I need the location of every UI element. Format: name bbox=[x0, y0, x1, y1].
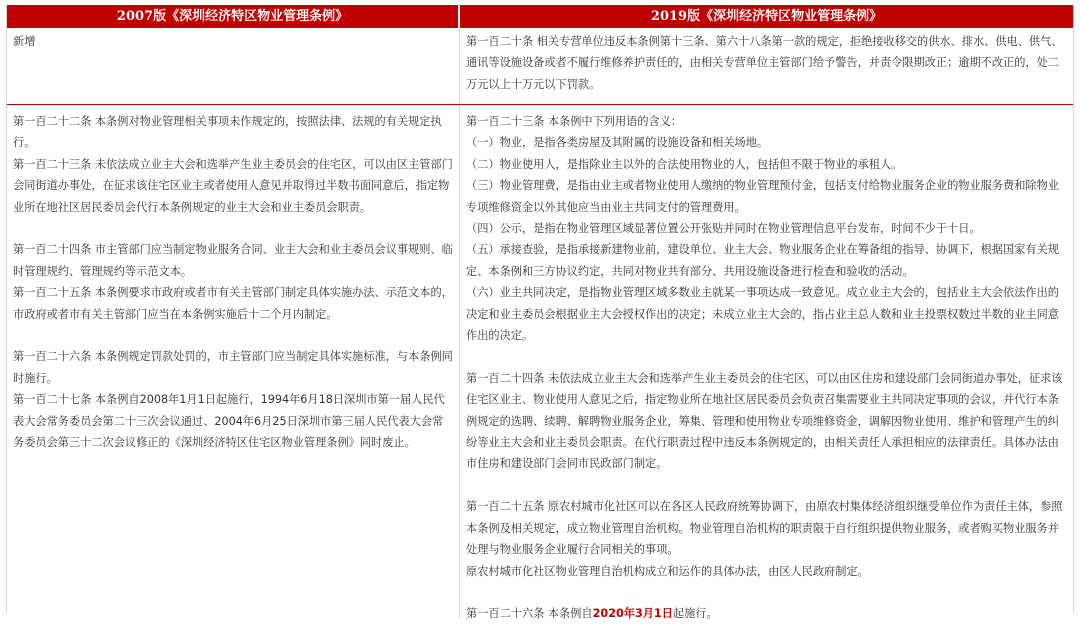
new-addition-label: 新增 bbox=[13, 35, 36, 48]
article-124-2007: 第一百二十四条 市主管部门应当制定物业服务合同、业主大会和业主委员会议事规则、临时管理规约、管理规约等示范文本。 bbox=[13, 243, 453, 278]
definition-6: （六）业主共同决定，是指物业管理区域多数业主就某一事项达成一致意见。成立业主大会的，包括业主大会依法作出的决定和业主委员会根据业主大会授权作出的决定；未成立业主大会的，指占业主总人数和业主投票权数过半数的业主同意作出的决定。 bbox=[466, 286, 1059, 343]
definition-5: （五）承接查验，是指承接新建物业前，建设单位、业主大会、物业服务企业在筹备组的指导、协调下，根据国家有关规定、本条例和三方协议约定，共同对物业共有部分、共用设施设备进行检查和验收的活动。 bbox=[466, 243, 1059, 278]
article-125-2007: 第一百二十五条 本条例要求市政府或者市有关主管部门制定具体实施办法、示范文本的，市政府或者市有关主管部门应当在本条例实施后十二个月内制定。 bbox=[13, 286, 453, 321]
article-124-2019: 第一百二十四条 未依法成立业主大会和选举产生业主委员会的住宅区，可以由区住房和建设部门会同街道办事处，征求该住宅区业主、物业使用人意见之后，指定物业所在地社区居民委员会负责召集需要业主共同决定事项的会议，并代行本条例规定的选聘、续聘、解聘物业服务企业，筹集、管理和使用物业专项维修资金，调解因物业使用、维护和管理产生的纠纷等业主大会和业主委员会职责。在代行职责过程中违反本条例规定的，由相关责任人承担相应的法律责任。具体办法由市住房和建设部门会同市民政部门制定。 bbox=[466, 371, 1063, 471]
article-123-2007: 第一百二十三条 未依法成立业主大会和选举产生业主委员会的住宅区，可以由区主管部门会同街道办事处，在征求该住宅区业主或者使用人意见并取得过半数书面同意后，指定物业所在地社区居民委员会代行本条例规定的业主大会和业主委员会职责。 bbox=[13, 157, 453, 214]
row-separator bbox=[7, 104, 1073, 105]
row2-right-cell bbox=[466, 111, 1066, 625]
article-126-prefix: 第一百二十六条 本条例自 bbox=[466, 607, 593, 621]
article-126-suffix: 起施行。 bbox=[672, 607, 718, 621]
article-126-2007: 第一百二十六条 本条例规定罚款处罚的，市主管部门应当制定具体实施标准，与本条例同时施行。 bbox=[13, 350, 453, 385]
article-125-2019: 第一百二十五条 原农村城市化社区可以在各区人民政府统筹协调下，由原农村集体经济组织继受单位作为责任主体，参照本条例及相关规定，成立物业管理自治机构。物业管理自治机构的职责限于自行组织提供物业服务，或者购买物业服务并处理与物业服务企业履行合同相关的事项。 bbox=[466, 500, 1063, 557]
header-2019-version: 2019版《深圳经济特区物业管理条例》 bbox=[460, 5, 1073, 28]
article-125-2019-paragraph-2: 原农村城市化社区物业管理自治机构成立和运作的具体办法，由区人民政府制定。 bbox=[466, 564, 869, 578]
definition-2: （二）物业使用人，是指除业主以外的合法使用物业的人，包括但不限于物业的承租人。 bbox=[466, 157, 903, 171]
article-127-2007: 第一百二十七条 本条例自2008年1月1日起施行，1994年6月18日深圳市第一届人民代表大会常务委员会第二十三次会议通过、2004年6月25日深圳市第三届人民代表大会常务委员会第三十二次会议修正的《深圳经济特区住宅区物业管理条例》同时废止。 bbox=[13, 393, 445, 450]
comparison-table bbox=[6, 5, 1074, 621]
row1-right-cell bbox=[466, 31, 1066, 95]
header-2007-version: 2007版《深圳经济特区物业管理条例》 bbox=[7, 5, 458, 28]
effective-date-highlight: 2020年3月1日 bbox=[592, 607, 673, 621]
article-126-2019 bbox=[466, 603, 1066, 624]
definition-3: （三）物业管理费，是指由业主或者物业使用人缴纳的物业管理预付金，包括支付给物业服务企业的物业服务费和除物业专项维修资金以外其他应当由业主共同支付的管理费用。 bbox=[466, 179, 1059, 214]
row1-left-cell bbox=[13, 31, 453, 52]
column-divider bbox=[459, 28, 460, 618]
row2-left-cell bbox=[13, 111, 453, 453]
article-122-2007: 第一百二十二条 本条例对物业管理相关事项未作规定的，按照法律、法规的有关规定执行。 bbox=[13, 115, 442, 150]
article-123-2019-title: 第一百二十三条 本条例中下列用语的含义： bbox=[466, 115, 683, 128]
definition-1: （一）物业，是指各类房屋及其附属的设施设备和相关场地。 bbox=[466, 136, 769, 150]
table-header bbox=[7, 5, 1073, 28]
article-120-2019: 第一百二十条 相关专营单位违反本条例第十三条、第六十八条第一款的规定，拒绝接收移交的供水、排水、供电、供气、通讯等设施设备或者不履行维修养护责任的，由相关专营单位主管部门给予警告，并责令限期改正；逾期不改正的，处二万元以上十万元以下罚款。 bbox=[466, 35, 1063, 91]
definition-4: （四）公示，是指在物业管理区域显著位置公开张贴并同时在物业管理信息平台发布，时间不少于十日。 bbox=[466, 222, 981, 236]
